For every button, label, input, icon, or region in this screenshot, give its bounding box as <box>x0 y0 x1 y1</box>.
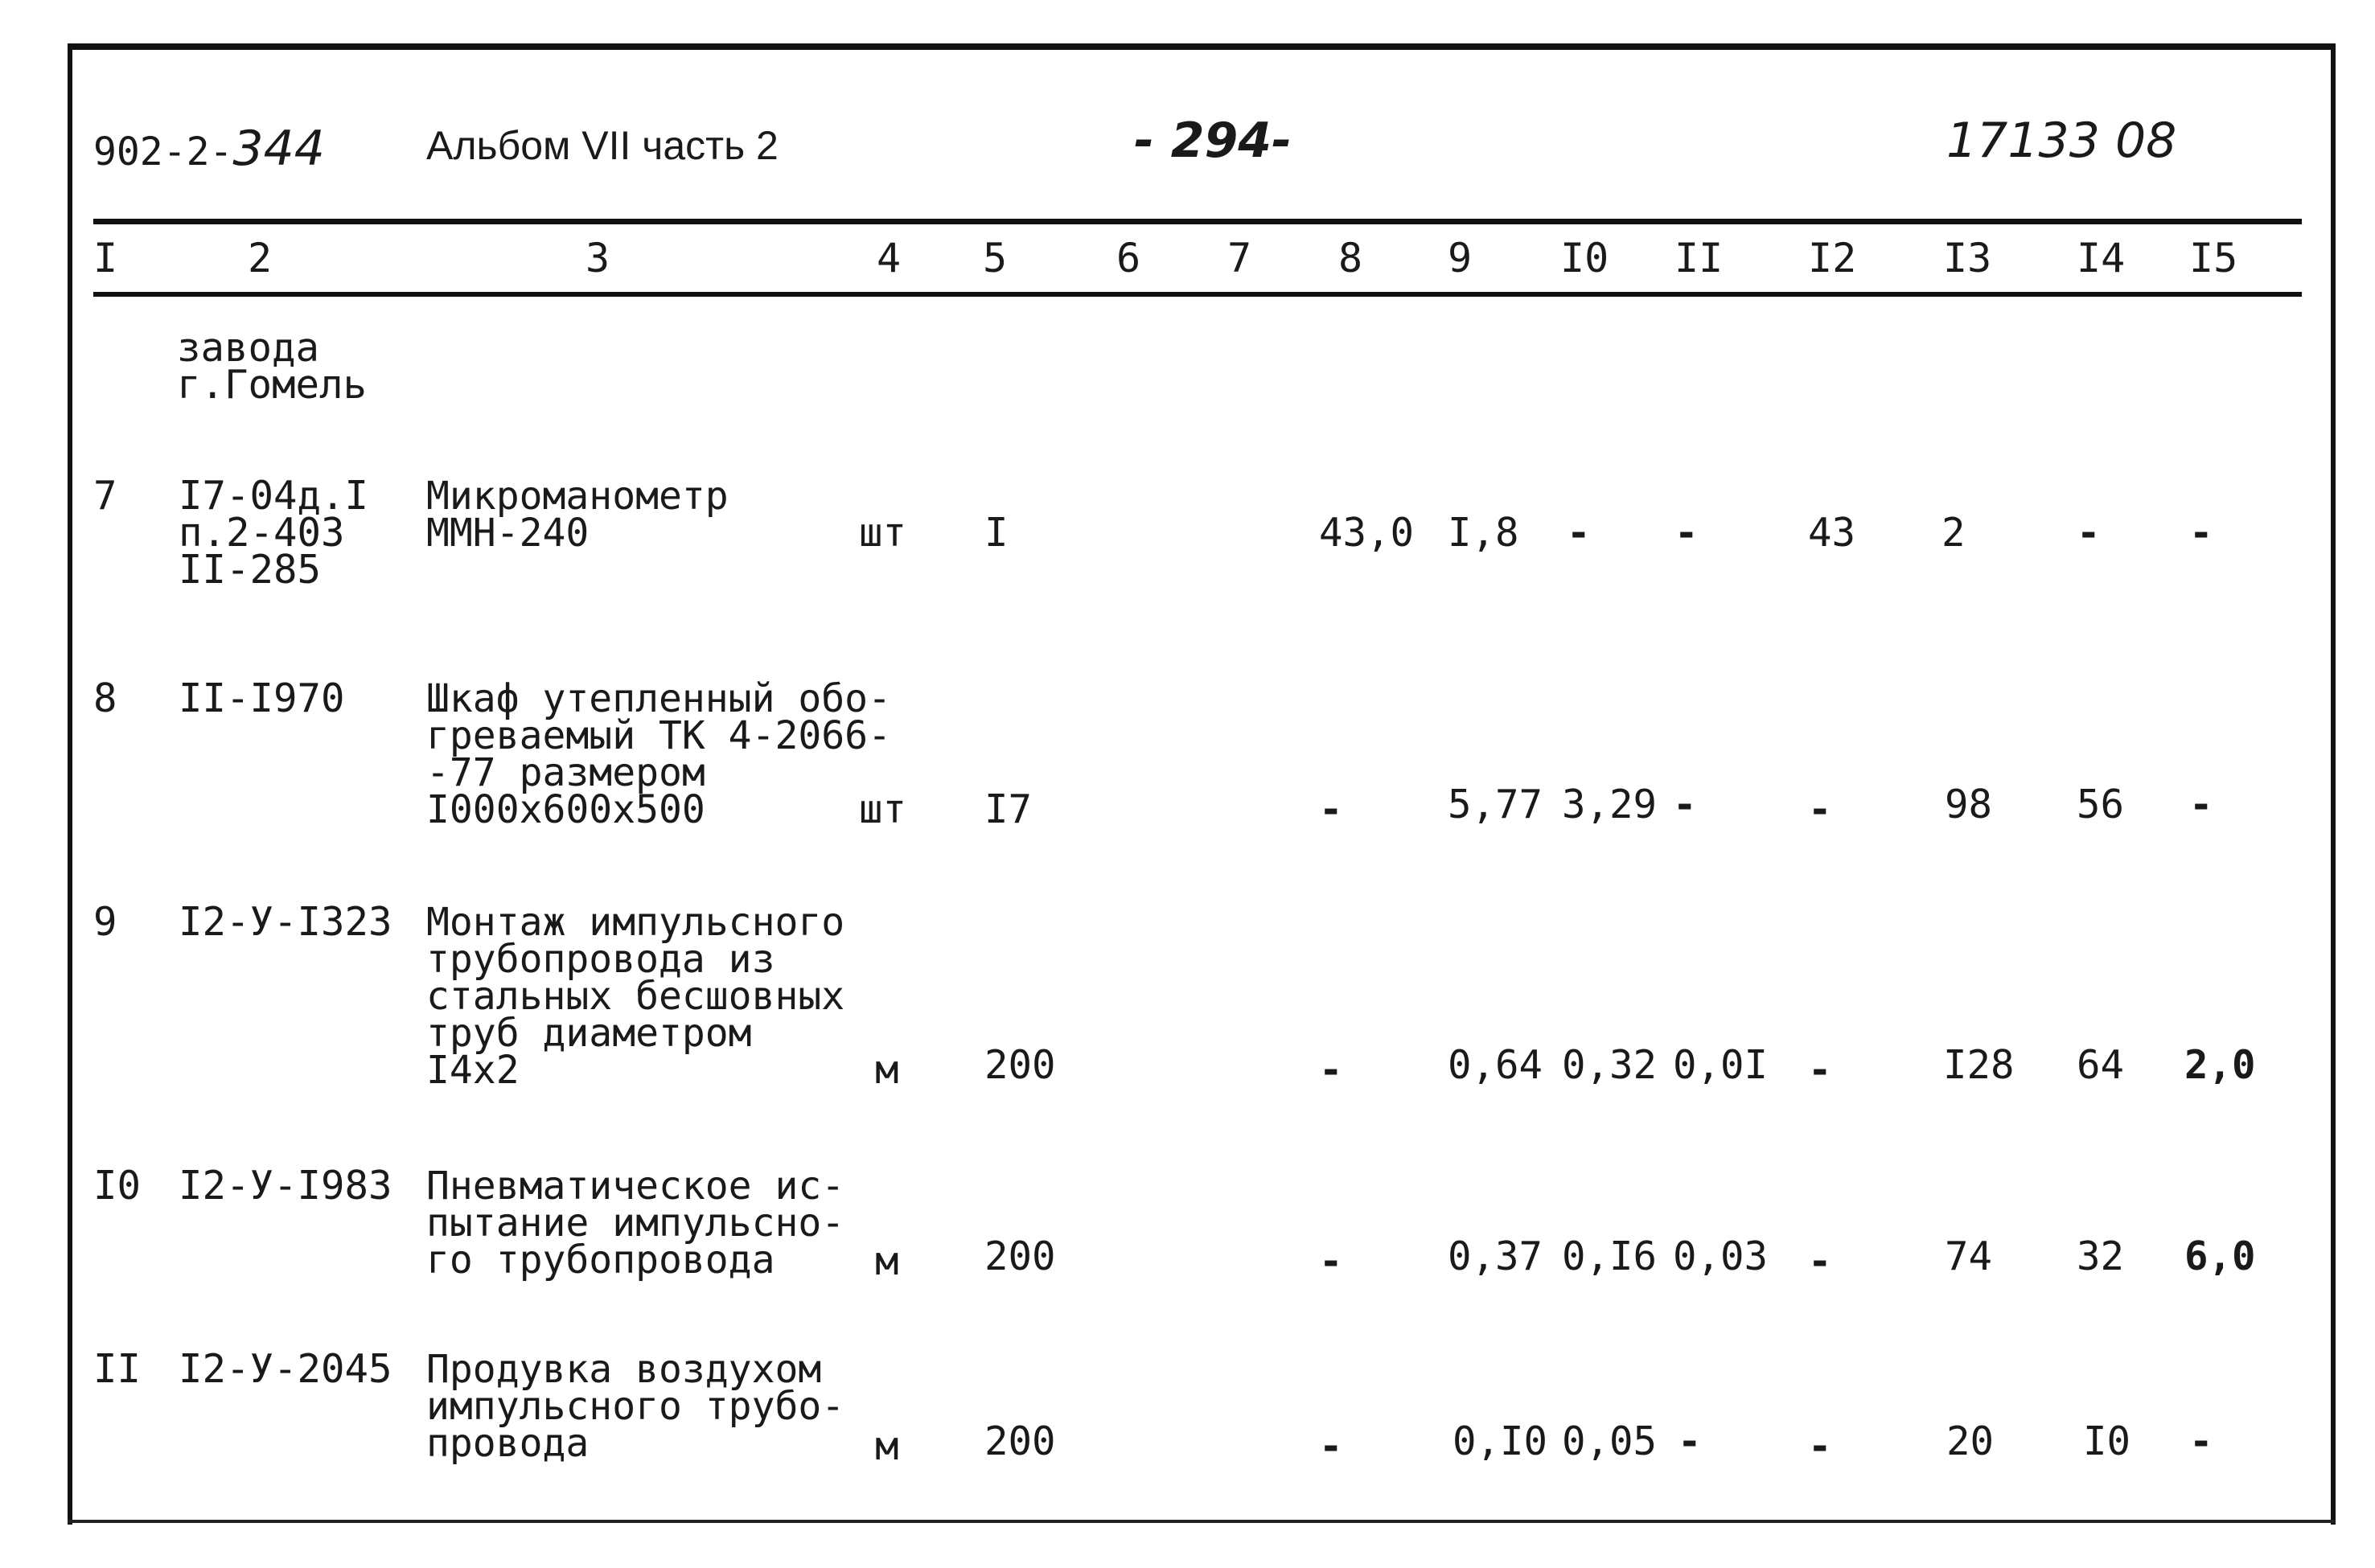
row-unit: м <box>875 1238 899 1284</box>
row-unit: м <box>875 1423 899 1469</box>
doc-number-prefix: 902-2- <box>93 129 233 174</box>
row-col12: - <box>1808 1423 1832 1469</box>
row-col15: - <box>2189 1418 2213 1464</box>
row-col13: 74 <box>1945 1233 1993 1279</box>
continuation-text: завода г.Гомель <box>177 325 368 408</box>
row-col11: - <box>1674 510 1699 556</box>
row-col8: 43,0 <box>1319 510 1415 556</box>
row-quantity: 200 <box>984 1418 1056 1464</box>
row-col14: 32 <box>2077 1233 2125 1279</box>
doc-number <box>93 121 325 177</box>
row-number: 8 <box>93 675 117 721</box>
row-quantity: I7 <box>984 786 1033 832</box>
row-quantity: I <box>984 510 1009 556</box>
page-number: - 294- <box>1134 113 1292 169</box>
album-label: Альбом VII часть 2 <box>426 123 779 168</box>
row-quantity: 200 <box>984 1042 1056 1088</box>
row-col11: - <box>1673 782 1697 827</box>
row-col14: - <box>2077 510 2101 556</box>
col-header-2: 2 <box>248 235 273 281</box>
row-col10: 0,05 <box>1562 1418 1658 1464</box>
col-header-9: 9 <box>1448 235 1473 281</box>
row-col10: 0,I6 <box>1562 1233 1658 1279</box>
row-col14: 56 <box>2077 782 2125 827</box>
row-col9: 0,64 <box>1448 1042 1543 1088</box>
frame-left-border <box>68 43 72 1525</box>
row-description: Монтаж импульсного трубопровода из стальных бесшовных труб диаметром I4x2 <box>426 900 845 1093</box>
row-col8: - <box>1319 1423 1343 1469</box>
col-header-14: I4 <box>2077 235 2126 281</box>
col-header-12: I2 <box>1808 235 1857 281</box>
row-code: I2-У-I323 <box>179 899 392 945</box>
row-col10: 3,29 <box>1562 782 1658 827</box>
row-description: Шкаф утепленный обо- греваемый ТК 4-2066- -77 размером I000x600x500 <box>426 676 891 832</box>
frame-right-border <box>2331 43 2336 1525</box>
row-col13: 98 <box>1945 782 1993 827</box>
row-col13: 2 <box>1942 510 1966 556</box>
col-header-5: 5 <box>983 235 1008 281</box>
header-rule <box>93 219 2302 224</box>
frame-bottom-border <box>68 1520 2336 1523</box>
row-description: Микроманометр ММН-240 <box>426 474 729 556</box>
row-number: 7 <box>93 473 117 519</box>
row-col15: 2,0 <box>2184 1042 2256 1088</box>
row-number: I0 <box>93 1163 142 1209</box>
doc-number-handwritten: 344 <box>232 121 325 177</box>
row-description: Пневматическое ис- пытание импульсно- го трубопровода <box>426 1164 845 1283</box>
row-unit: шт <box>859 510 907 556</box>
frame-top-border <box>68 43 2336 50</box>
row-col14: I0 <box>2083 1418 2131 1464</box>
row-col12: - <box>1808 1047 1832 1093</box>
row-col9: I,8 <box>1448 510 1519 556</box>
col-header-10: I0 <box>1560 235 1609 281</box>
row-col13: I28 <box>1943 1042 2015 1088</box>
row-col8: - <box>1319 786 1343 832</box>
row-col12: 43 <box>1808 510 1856 556</box>
row-col8: - <box>1319 1047 1343 1093</box>
row-col8: - <box>1319 1238 1343 1284</box>
row-code: II-I970 <box>179 675 345 721</box>
row-col9: 5,77 <box>1448 782 1543 827</box>
row-description: Продувка воздухом импульсного трубо- провода <box>426 1347 845 1466</box>
row-col11: 0,0I <box>1673 1042 1769 1088</box>
col-header-11: II <box>1674 235 1724 281</box>
row-col10: 0,32 <box>1562 1042 1658 1088</box>
col-header-13: I3 <box>1943 235 1992 281</box>
row-col12: - <box>1808 1238 1832 1284</box>
row-col11: - <box>1678 1418 1702 1464</box>
row-number: II <box>93 1346 142 1392</box>
col-header-7: 7 <box>1227 235 1252 281</box>
column-header-rule <box>93 292 2302 297</box>
row-code: I2-У-2045 <box>179 1346 392 1392</box>
col-header-1: I <box>93 235 118 281</box>
sheet-number: 17133 08 <box>1946 113 2177 169</box>
col-header-3: 3 <box>586 235 610 281</box>
row-col15: - <box>2189 782 2213 827</box>
col-header-15: I5 <box>2189 235 2238 281</box>
row-unit: шт <box>859 786 907 832</box>
row-col11: 0,03 <box>1673 1233 1769 1279</box>
col-header-8: 8 <box>1338 235 1363 281</box>
row-col12: - <box>1808 786 1832 832</box>
col-header-4: 4 <box>877 235 902 281</box>
row-col14: 64 <box>2077 1042 2125 1088</box>
row-col9: 0,37 <box>1448 1233 1543 1279</box>
row-col15: 6,0 <box>2184 1233 2256 1279</box>
row-quantity: 200 <box>984 1233 1056 1279</box>
row-number: 9 <box>93 899 117 945</box>
col-header-6: 6 <box>1116 235 1141 281</box>
row-col15: - <box>2189 510 2213 556</box>
row-col10: - <box>1567 510 1591 556</box>
row-code: I7-04д.I п.2-403 II-285 <box>179 473 369 593</box>
row-code: I2-У-I983 <box>179 1163 392 1209</box>
row-col13: 20 <box>1946 1418 1995 1464</box>
row-unit: м <box>875 1047 899 1093</box>
row-col9: 0,I0 <box>1453 1418 1548 1464</box>
